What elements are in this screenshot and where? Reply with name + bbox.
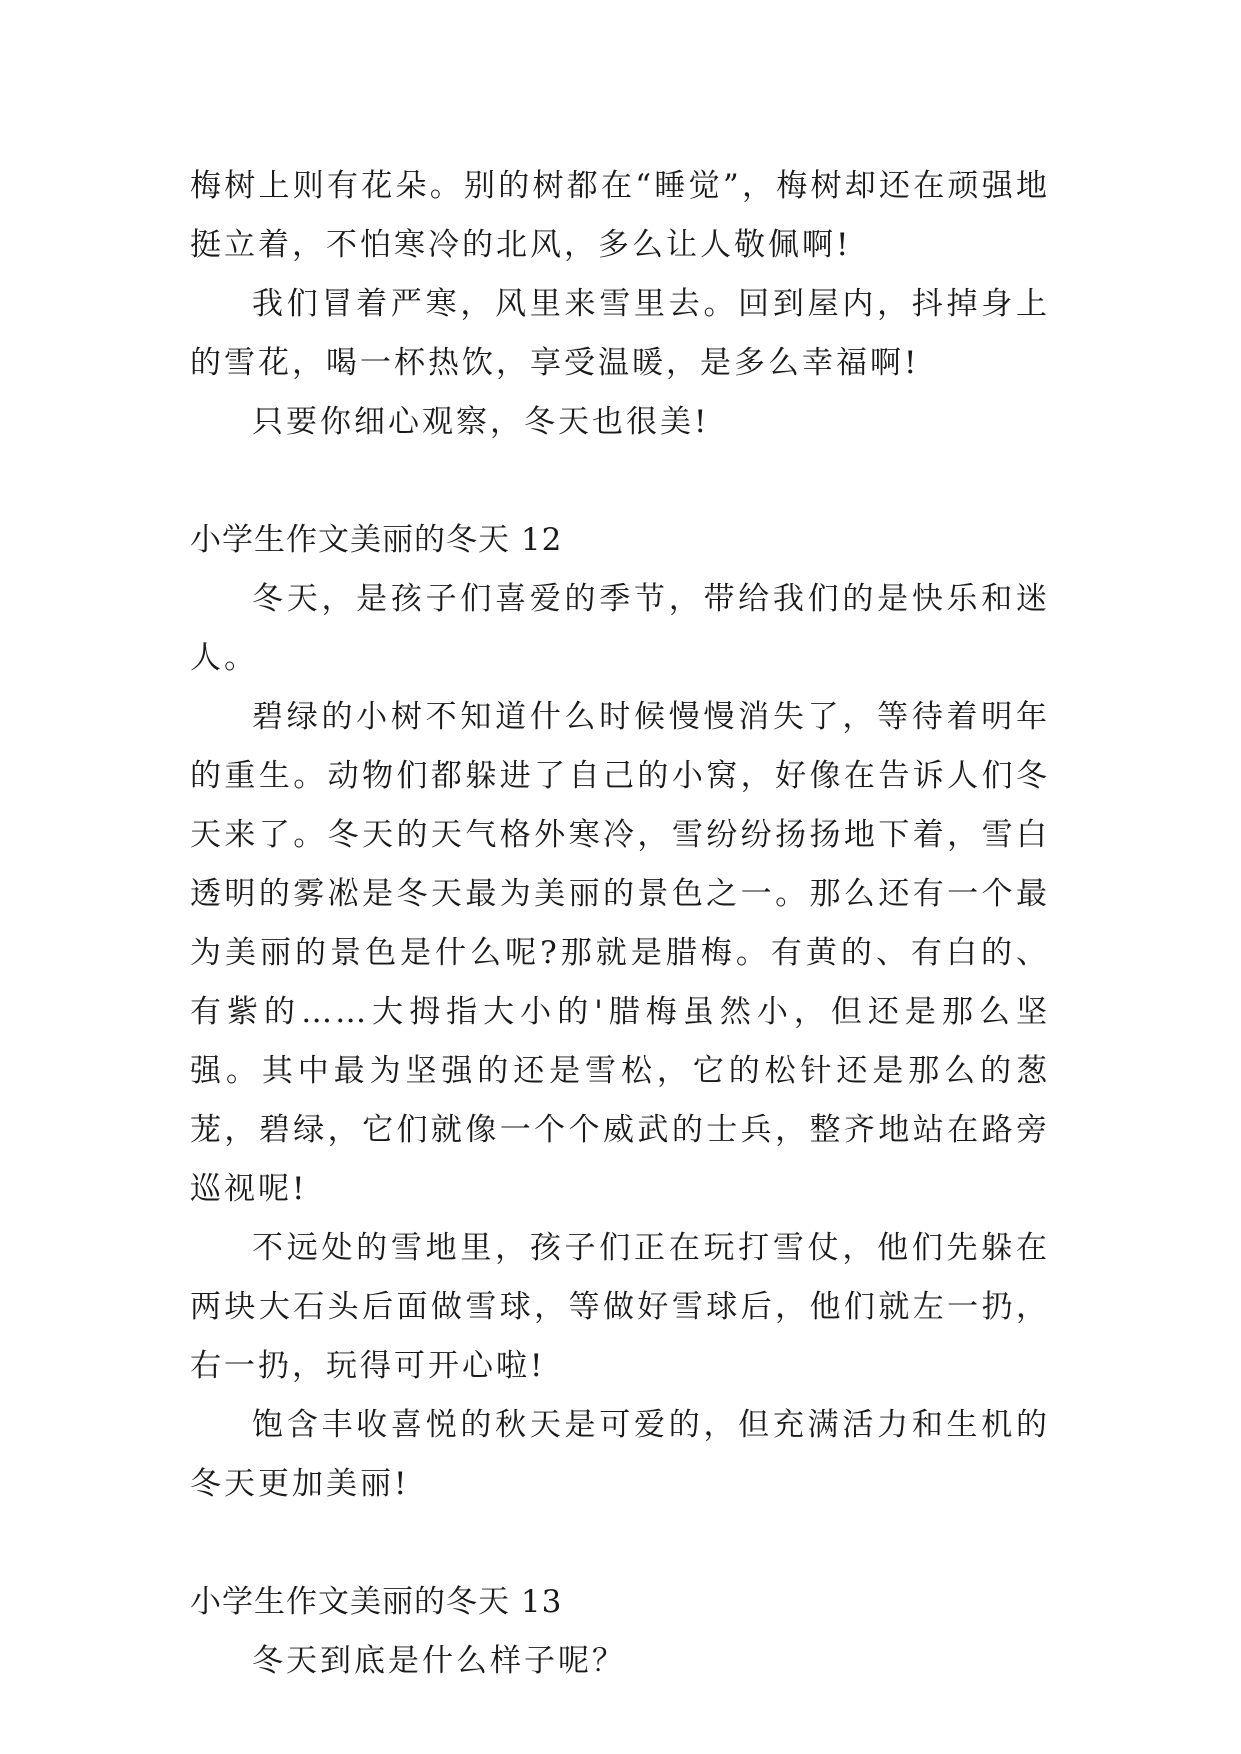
document-body (190, 157, 1050, 1691)
paragraph: 碧绿的小树不知道什么时候慢慢消失了，等待着明年的重生。动物们都躲进了自己的小窝，好像在告诉人们冬天来了。冬天的天气格外寒冷，雪纷纷扬扬地下着，雪白透明的雾凇是冬天最为美丽的景色之一。那么还有一个最为美丽的景色是什么呢?那就是腊梅。有黄的、有白的、有紫的……大拇指大小的'腊梅虽然小，但还是那么坚强。其中最为坚强的还是雪松，它的松针还是那么的葱茏，碧绿，它们就像一个个威武的士兵，整齐地站在路旁巡视呢! (190, 699, 1050, 1207)
paragraph: 冬天到底是什么样子呢？ (252, 1643, 626, 1679)
paragraph: 我们冒着严寒，风里来雪里去。回到屋内，抖掉身上的雪花，喝一杯热饮，享受温暖，是多么幸福啊! (190, 286, 1050, 381)
section-heading: 小学生作文美丽的冬天 13 (190, 1584, 563, 1620)
paragraph: 冬天，是孩子们喜爱的季节，带给我们的是快乐和迷人。 (190, 581, 1050, 676)
paragraph: 饱含丰收喜悦的秋天是可爱的，但充满活力和生机的冬天更加美丽! (190, 1407, 1050, 1502)
paragraph: 只要你细心观察，冬天也很美! (252, 404, 710, 440)
paragraph: 不远处的雪地里，孩子们正在玩打雪仗，他们先躲在两块大石头后面做雪球，等做好雪球后，他们就左一扔，右一扔，玩得可开心啦! (190, 1230, 1050, 1384)
section-heading: 小学生作文美丽的冬天 12 (190, 522, 563, 558)
paragraph: 梅树上则有花朵。别的树都在“睡觉”，梅树却还在顽强地挺立着，不怕寒冷的北风，多么让人敬佩啊! (190, 168, 1050, 263)
